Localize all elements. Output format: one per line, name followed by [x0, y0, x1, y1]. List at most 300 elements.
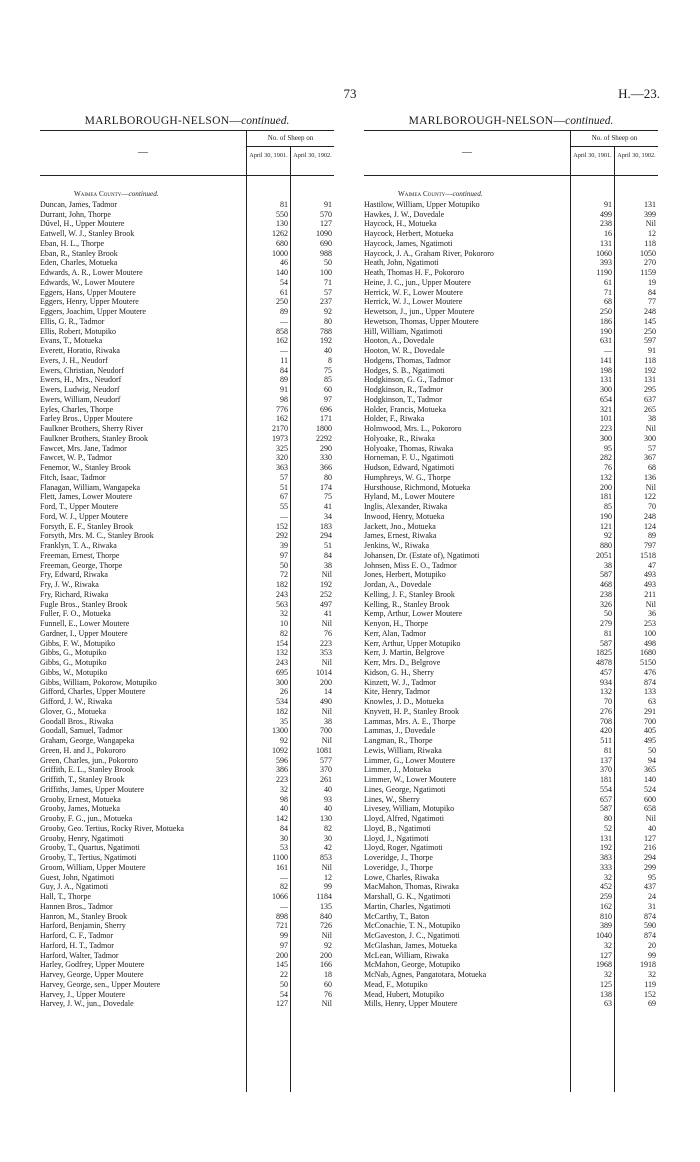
sheep-1902: 122: [644, 492, 656, 502]
sheep-1901: 457: [600, 667, 612, 677]
table-row: [364, 590, 658, 600]
sheep-1902: 94: [648, 755, 656, 765]
owner-name: Hannen Bros., Tadmor: [40, 901, 113, 911]
table-row: [364, 346, 658, 356]
owner-name: Kite, Henry, Tadmor: [364, 687, 430, 697]
sheep-1902: 91: [648, 346, 656, 355]
table-row: [364, 424, 658, 434]
owner-name: Herrick, W. F., Lower Moutere: [364, 287, 463, 297]
sheep-1902: Nil: [321, 706, 332, 716]
owner-name: Griffith, E. L., Stanley Brook: [40, 765, 135, 775]
table-row: [364, 804, 658, 814]
header-year-1902: April 30, 1902.: [614, 146, 658, 175]
sheep-1902: 874: [644, 677, 656, 687]
owner-name: Mead, Hubert, Motupiko: [364, 989, 444, 999]
sheep-1901: 383: [600, 853, 612, 862]
sheep-1902: 1081: [316, 745, 332, 755]
table-row: [364, 288, 658, 298]
owner-name: Hanron, M., Stanley Brook: [40, 911, 128, 921]
table-row: [364, 843, 658, 853]
sheep-1902: 99: [324, 882, 332, 892]
sheep-1902: 493: [644, 570, 656, 580]
table-row: [40, 405, 334, 415]
table-row: [364, 707, 658, 717]
sheep-1901: 181: [600, 492, 612, 502]
owner-name: Evans, T., Motueka: [40, 336, 103, 346]
table-row: [40, 824, 334, 834]
sheep-1902: 223: [320, 638, 332, 648]
owner-name: Lloyd, B., Ngatimoti: [364, 823, 431, 833]
owner-name: Kerr, J. Martin, Belgrove: [364, 648, 445, 658]
sheep-1901: 657: [600, 794, 612, 804]
sheep-1902: 36: [648, 609, 656, 619]
sheep-1901: 91: [604, 199, 612, 209]
owner-name: Dűvel, H., Upper Moutere: [40, 219, 125, 229]
owner-name: Kemp, Arthur, Lower Moutere: [364, 609, 463, 619]
table-row: [364, 951, 658, 961]
sheep-1901: 279: [600, 619, 612, 628]
table-row: [364, 512, 658, 522]
sheep-1901: 243: [276, 589, 288, 599]
owner-name: Heine, J. C., jun., Upper Moutere: [364, 277, 471, 287]
table-row: [364, 931, 658, 941]
owner-name: Haycock, J. A., Graham River, Pokororo: [364, 248, 494, 258]
owner-name: Forsyth, Mrs. M. C., Stanley Brook: [40, 531, 154, 541]
sheep-1902: 265: [644, 404, 656, 414]
owner-name: Loveridge, J., Thorpe: [364, 862, 433, 872]
sheep-1901: 198: [600, 365, 612, 375]
owner-name: Hawkes, J. W., Dovedale: [364, 209, 445, 219]
owner-name: James, Ernest, Riwaka: [364, 531, 437, 541]
table-row: [40, 765, 334, 775]
owner-name: McGaveston, J. C., Ngatimoti: [364, 931, 460, 940]
table-row: [364, 366, 658, 376]
sheep-1901: 182: [276, 706, 288, 716]
sheep-1901: 89: [280, 375, 288, 385]
sheep-1902: 637: [644, 394, 656, 404]
sheep-1901: 1973: [272, 433, 288, 443]
sheep-1901: 333: [600, 862, 612, 872]
table-row: [40, 648, 334, 658]
owner-name: Harford, C. F., Tadmor: [40, 931, 114, 940]
table-row: [364, 736, 658, 746]
sheep-1902: Nil: [645, 482, 656, 492]
table-row: [364, 385, 658, 395]
table-row: [364, 414, 658, 424]
sheep-1901: 596: [276, 755, 288, 765]
owner-name: Gibbs, W., Motupiko: [40, 667, 108, 677]
owner-name: Griffiths, James, Upper Moutere: [40, 784, 145, 794]
sheep-1901: 141: [600, 355, 612, 365]
sheep-1901: 61: [604, 277, 612, 287]
owner-name: Eden, Charles, Motueka: [40, 258, 118, 268]
sheep-1901: 154: [276, 638, 288, 648]
sheep-1901: 54: [280, 989, 288, 999]
owner-name: McConachie, T. N., Motupiko: [364, 921, 461, 931]
sheep-1902: 32: [648, 970, 656, 979]
sheep-1902: 84: [324, 550, 332, 560]
owner-name: Eyles, Charles, Thorpe: [40, 404, 114, 414]
table-row: [40, 424, 334, 434]
table-row: [364, 902, 658, 912]
sheep-1901: 1092: [272, 745, 288, 755]
owner-name: Grooby, Geo. Tertius, Rocky River, Motueka: [40, 823, 184, 833]
sheep-1902: 988: [320, 248, 332, 258]
table-row: [364, 892, 658, 902]
table-row: [40, 804, 334, 814]
sheep-1902: 77: [648, 297, 656, 307]
owner-name: Freeman, Ernest, Thorpe: [40, 550, 120, 560]
table-row: [40, 239, 334, 249]
sheep-1902: 131: [644, 199, 656, 209]
sheep-1901: 393: [600, 258, 612, 268]
owner-name: Green, H. and J., Pokororo: [40, 745, 126, 755]
owner-name: Gibbs, G., Motupiko: [40, 648, 107, 658]
sheep-1901: 71: [604, 287, 612, 297]
table-row: [364, 268, 658, 278]
column-title-text: MARLBOROUGH-NELSON—: [408, 115, 566, 127]
owner-name: Franklyn, T. A., Riwaka: [40, 541, 117, 550]
owner-name: Langman, R., Thorpe: [364, 736, 433, 745]
sheep-1901: 32: [604, 970, 612, 979]
table-row: [40, 541, 334, 551]
sheep-1901: 182: [276, 580, 288, 589]
table-row: [40, 999, 334, 1009]
owner-name: Hastilow, William, Upper Motupiko: [364, 199, 480, 209]
sheep-1901: 127: [276, 999, 288, 1009]
sheep-1902: 216: [644, 843, 656, 853]
owner-name: McLean, William, Riwaka: [364, 950, 449, 960]
table-row: [364, 717, 658, 727]
sheep-1902: 497: [320, 599, 332, 609]
sheep-1901: 132: [600, 687, 612, 697]
sheep-1901: 125: [600, 979, 612, 989]
sheep-1901: 186: [600, 316, 612, 326]
owner-name: Grooby, T., Tertius, Ngatimoti: [40, 853, 137, 862]
table-row: [40, 990, 334, 1000]
sheep-1902: 40: [324, 784, 332, 794]
table-row: [40, 951, 334, 961]
owner-name: Harvey, J., Upper Moutere: [40, 989, 126, 999]
owner-name: Hooton, W. R., Dovedale: [364, 346, 445, 355]
sheep-1901: 138: [600, 989, 612, 999]
owner-name: Everett, Horatio, Riwaka: [40, 346, 120, 355]
owner-name: Gibbs, G., Motupiko: [40, 658, 107, 667]
sheep-1901: 54: [280, 277, 288, 287]
sheep-1901: 325: [276, 443, 288, 453]
owner-name: Ford, W. J., Upper Moutere: [40, 511, 128, 521]
sheep-1902: 2292: [316, 433, 332, 443]
sheep-1902: 89: [648, 531, 656, 541]
owner-name: Gibbs, William, Pokorow, Motupiko: [40, 677, 157, 687]
owner-name: Hewetson, Thomas, Upper Moutere: [364, 316, 479, 326]
table-row: [40, 463, 334, 473]
table-row: [40, 268, 334, 278]
owner-name: Hyland, M., Lower Moutere: [364, 492, 455, 502]
sheep-1901: 53: [280, 843, 288, 853]
sheep-1901: 121: [600, 521, 612, 531]
sheep-1902: Nil: [645, 814, 656, 823]
sheep-1901: 50: [280, 560, 288, 570]
owner-name: Martin, Charles, Ngatimoti: [364, 901, 451, 911]
sheep-1902: 290: [320, 443, 332, 453]
column-title-suffix: continued.: [241, 115, 290, 127]
sheep-1902: 405: [644, 726, 656, 736]
owner-name: Faulkner Brothers, Sherry River: [40, 424, 144, 433]
sheep-1902: 127: [644, 833, 656, 843]
table-row: [40, 697, 334, 707]
table-row: [40, 317, 334, 327]
sheep-1901: 326: [600, 599, 612, 609]
table-body: [40, 176, 334, 1009]
header-year-1902: April 30, 1902.: [290, 146, 334, 175]
table-row: [364, 648, 658, 658]
table-row: [40, 873, 334, 883]
table-row: [364, 678, 658, 688]
sheep-1902: 183: [320, 521, 332, 531]
sheep-1902: 40: [324, 346, 332, 355]
sheep-1901: 162: [600, 901, 612, 911]
owner-name: Horneman, F. U., Ngatimoti: [364, 453, 454, 463]
owner-name: McNab, Agnes, Pangatotara, Motueka: [364, 970, 487, 979]
table-row: [40, 561, 334, 571]
sheep-1901: 200: [276, 950, 288, 960]
owner-name: Limmer, G., Lower Moutere: [364, 755, 456, 765]
sheep-1902: 60: [324, 385, 332, 394]
table-row: [40, 356, 334, 366]
header-no-sheep: No. of Sheep on: [246, 131, 334, 147]
owner-name: Lines, George, Ngatimoti: [364, 784, 446, 794]
owner-name: Johnsen, Miss E. O., Tadmor: [364, 560, 457, 570]
owner-name: Fry, J. W., Riwaka: [40, 580, 99, 589]
sheep-1901: 238: [600, 219, 612, 229]
sheep-1902: 50: [648, 745, 656, 755]
sheep-1901: 89: [280, 307, 288, 316]
owner-name: Jones, Herbert, Motupiko: [364, 570, 446, 580]
table-row: [40, 219, 334, 229]
sheep-1902: 19: [648, 277, 656, 287]
column-title: [40, 112, 334, 130]
table-row: [364, 726, 658, 736]
owner-name: Edwards, W., Lower Moutere: [40, 277, 135, 287]
table-row: [40, 414, 334, 424]
sheep-1901: 2051: [596, 550, 612, 560]
sheep-1902: 600: [644, 794, 656, 804]
sheep-1902: 1184: [316, 892, 332, 901]
sheep-1901: 131: [600, 833, 612, 843]
sheep-1901: 82: [280, 628, 288, 638]
table-row: [364, 921, 658, 931]
table-row: [364, 687, 658, 697]
sheep-1901: —: [280, 872, 288, 882]
sheep-1902: 330: [320, 453, 332, 463]
owner-name: Ewers, William, Neudorf: [40, 394, 121, 404]
sheep-1902: 248: [644, 307, 656, 316]
owner-name: Eggers, Hans, Upper Moutere: [40, 287, 136, 297]
owner-name: Heath, John, Ngatimoti: [364, 258, 439, 268]
sheep-1901: 499: [600, 209, 612, 219]
sheep-1902: 93: [324, 794, 332, 804]
sheep-1901: 132: [276, 648, 288, 658]
sheep-1901: 1066: [272, 892, 288, 901]
sheep-1902: 174: [320, 482, 332, 492]
sheep-1902: 24: [648, 892, 656, 901]
table-row: [40, 375, 334, 385]
owner-name: Humphreys, W. G., Thorpe: [364, 472, 451, 482]
sheep-1902: 40: [324, 804, 332, 814]
owner-name: McGlashan, James, Motueka: [364, 940, 457, 950]
table-row: [364, 629, 658, 639]
owner-name: Groom, William, Upper Moutere: [40, 862, 146, 872]
table-row: [364, 775, 658, 785]
sheep-1901: 300: [600, 385, 612, 394]
owner-name: Gibbs, F. W., Motupiko: [40, 638, 116, 648]
sheep-1902: 874: [644, 911, 656, 921]
owner-name: Ewers, Christian, Neudorf: [40, 365, 124, 375]
header-year-1901: April 30, 1901.: [246, 146, 290, 175]
sheep-1902: 92: [324, 307, 332, 316]
table-row: [364, 668, 658, 678]
table-row: [364, 834, 658, 844]
table-row: [364, 453, 658, 463]
table-row: [364, 756, 658, 766]
table-row: [364, 580, 658, 590]
sheep-1902: 84: [648, 287, 656, 297]
sheep-1902: Nil: [321, 931, 332, 940]
table-row: [364, 999, 658, 1009]
owner-name: Kelling, R., Stanley Brook: [364, 599, 450, 609]
sheep-1901: 190: [600, 326, 612, 336]
owner-name: Gifford, Charles, Upper Moutere: [40, 687, 146, 697]
sheep-1901: 82: [280, 882, 288, 892]
owner-name: Knowles, J. D., Motueka: [364, 697, 444, 706]
table-row: [364, 795, 658, 805]
owner-name: Haycock, H., Motueka: [364, 219, 437, 229]
owner-name: Fugle Bros., Stanley Brook: [40, 599, 128, 609]
sheep-1902: 127: [320, 219, 332, 229]
table-row: [40, 210, 334, 220]
county-subheading-suffix: continued.: [452, 190, 483, 198]
sheep-1902: 700: [320, 726, 332, 736]
table-row: [40, 960, 334, 970]
sheep-1901: 81: [280, 199, 288, 209]
owner-name: Fitch, Isaac, Tadmor: [40, 472, 106, 482]
sheep-1902: 797: [644, 541, 656, 550]
table-row: [364, 600, 658, 610]
sheep-1901: 276: [600, 706, 612, 716]
sheep-1901: 200: [600, 482, 612, 492]
sheep-1902: 570: [320, 209, 332, 219]
table-row: [40, 200, 334, 210]
sheep-1901: 250: [276, 297, 288, 307]
sheep-1902: 38: [324, 716, 332, 726]
owner-name: Hewetson, J., jun., Upper Moutere: [364, 307, 475, 316]
table-row: [40, 434, 334, 444]
sheep-1901: 363: [276, 463, 288, 472]
sheep-1901: 35: [280, 716, 288, 726]
table-row: [364, 405, 658, 415]
sheep-1901: 386: [276, 765, 288, 775]
sheep-1901: 32: [280, 609, 288, 619]
sheep-1902: 80: [324, 472, 332, 482]
table-row: [364, 375, 658, 385]
column-title: [364, 112, 658, 130]
sheep-1902: 211: [644, 589, 656, 599]
sheep-1901: 4878: [596, 658, 612, 667]
table-row: [40, 970, 334, 980]
owner-name: Kelling, J. F., Stanley Brook: [364, 589, 455, 599]
sheep-1902: 1014: [316, 667, 332, 677]
sheep-1902: 69: [648, 999, 656, 1009]
sheep-1902: Nil: [321, 736, 332, 745]
owner-name: Glover, G., Motueka: [40, 706, 107, 716]
table-row: [40, 346, 334, 356]
table-row: [364, 551, 658, 561]
sheep-1902: 1090: [316, 229, 332, 238]
table-header: [364, 130, 658, 176]
sheep-1901: 84: [280, 823, 288, 833]
sheep-1902: 237: [320, 297, 332, 307]
table-row: [40, 570, 334, 580]
sheep-1902: 119: [644, 979, 656, 989]
sheep-1901: 32: [280, 784, 288, 794]
table-row: [364, 619, 658, 629]
sheep-1902: 75: [324, 365, 332, 375]
table-row: [364, 941, 658, 951]
table-row: [364, 609, 658, 619]
table-row: [364, 502, 658, 512]
sheep-1902: Nil: [321, 619, 332, 628]
county-subheading-suffix: continued.: [128, 190, 159, 198]
sheep-1901: 934: [600, 677, 612, 687]
owner-name: Ewers, Ludwig, Neudorf: [40, 385, 120, 394]
owner-name: Farley Bros., Upper Moutere: [40, 414, 133, 424]
table-row: [40, 756, 334, 766]
sheep-1901: 370: [600, 765, 612, 775]
sheep-1901: 132: [600, 472, 612, 482]
sheep-1902: 295: [644, 385, 656, 394]
sheep-1901: 238: [600, 589, 612, 599]
column-title-text: MARLBOROUGH-NELSON—: [84, 115, 242, 127]
owner-name: Limmer, J., Motueka: [364, 765, 431, 775]
sheep-1901: 32: [604, 940, 612, 950]
sheep-1902: 118: [644, 238, 656, 248]
right-column: [364, 112, 658, 1009]
sheep-1901: 162: [276, 336, 288, 346]
table-row: [364, 824, 658, 834]
table-row: [364, 473, 658, 483]
owner-name: Fry, Edward, Riwaka: [40, 570, 108, 580]
table-row: [364, 258, 658, 268]
table-row: [364, 356, 658, 366]
sheep-1902: 41: [324, 502, 332, 511]
sheep-1902: 874: [644, 931, 656, 940]
sheep-1902: 57: [324, 287, 332, 297]
sheep-1901: 695: [276, 667, 288, 677]
sheep-1902: 1680: [640, 648, 656, 658]
owner-name: Guest, John, Ngatimoti: [40, 872, 115, 882]
sheep-1902: 495: [644, 736, 656, 745]
sheep-1902: 577: [320, 755, 332, 765]
owner-name: Lloyd, Alfred, Ngatimoti: [364, 814, 444, 823]
sheep-1901: 40: [280, 804, 288, 814]
sheep-1901: 1190: [596, 268, 612, 277]
owner-name: Inwood, Henry, Motueka: [364, 511, 445, 521]
owner-name: Faulkner Brothers, Stanley Brook: [40, 433, 148, 443]
sheep-1902: 370: [320, 765, 332, 775]
sheep-1901: 32: [604, 872, 612, 882]
sheep-1902: 8: [328, 355, 332, 365]
